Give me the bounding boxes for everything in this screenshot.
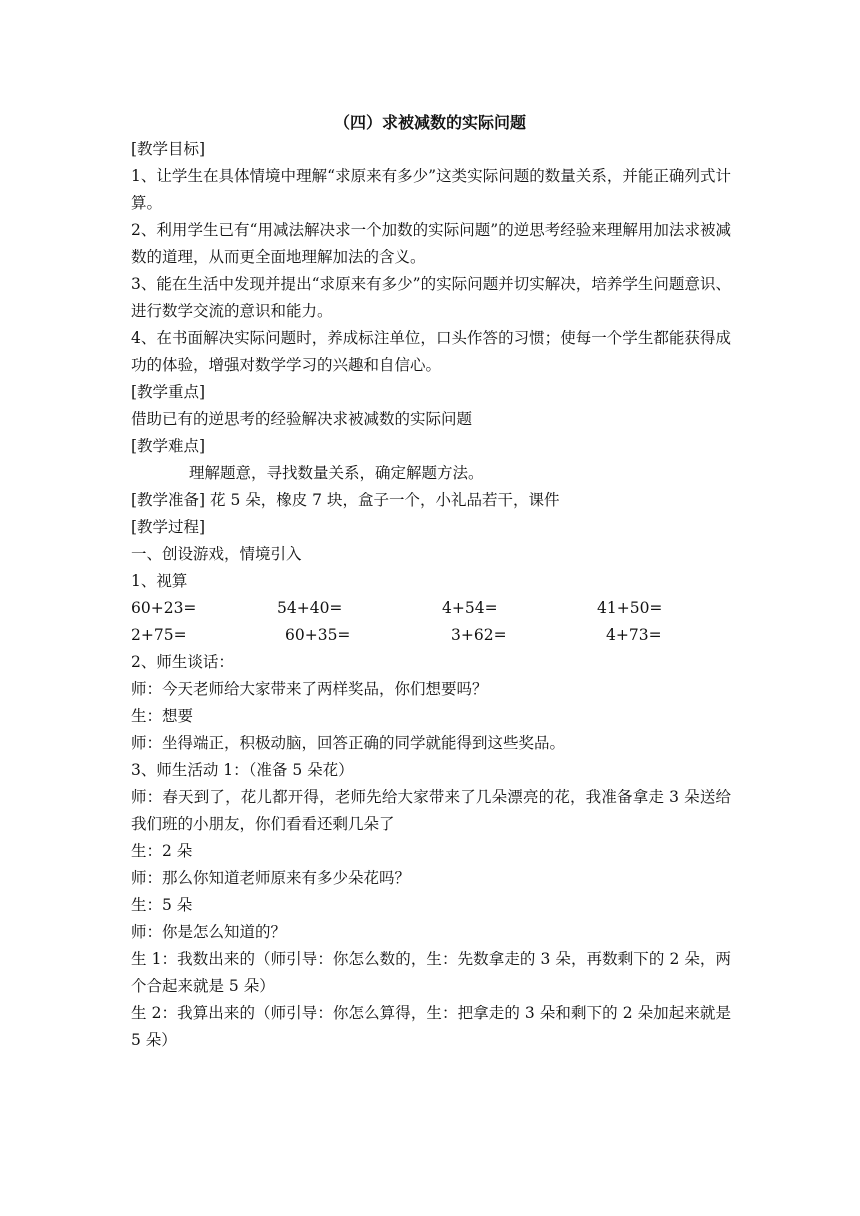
item-3-heading: 3、师生活动 1：（准备 5 朵花） xyxy=(131,761,354,779)
dialogue-line: 生：想要 xyxy=(131,707,194,725)
calc-expression: 60+23= xyxy=(131,599,197,617)
dialogue-line: 师：坐得端正，积极动脑，回答正确的同学就能得到这些奖品。 xyxy=(131,734,566,752)
dialogue-line: 生：5 朵 xyxy=(131,896,193,914)
objective-1: 1、让学生在具体情境中理解“求原来有多少”这类实际问题的数量关系，并能正确列式计算。 xyxy=(131,167,731,212)
calc-row-1 xyxy=(131,595,731,622)
key-text: 借助已有的逆思考的经验解决求被减数的实际问题 xyxy=(131,410,473,428)
calc-expression: 60+35= xyxy=(285,626,351,644)
dialogue-line: 师：你是怎么知道的？ xyxy=(131,923,287,941)
preparation-text: [教学准备] 花 5 朵，橡皮 7 块，盒子一个，小礼品若干，课件 xyxy=(131,491,560,509)
difficulty-heading: [教学难点] xyxy=(131,437,206,455)
process-heading: [教学过程] xyxy=(131,518,206,536)
calc-expression: 4+54= xyxy=(442,599,498,617)
document-body xyxy=(131,136,731,1054)
dialogue-line: 师：今天老师给大家带来了两样奖品，你们想要吗？ xyxy=(131,680,488,698)
dialogue-line: 生 2：我算出来的（师引导：你怎么算得，生：把拿走的 3 朵和剩下的 2 朵加起来就是 5 朵） xyxy=(131,1004,731,1049)
objective-3: 3、能在生活中发现并提出“求原来有多少”的实际问题并切实解决，培养学生问题意识、进行数学交流的意识和能力。 xyxy=(131,275,731,320)
dialogue-line: 师：那么你知道老师原来有多少朵花吗？ xyxy=(131,869,411,887)
objectives-heading: [教学目标] xyxy=(131,140,206,158)
objective-4: 4、在书面解决实际问题时，养成标注单位，口头作答的习惯；使每一个学生都能获得成功的体验，增强对数学学习的兴趣和自信心。 xyxy=(131,329,731,374)
objective-2: 2、利用学生已有“用减法解决求一个加数的实际问题”的逆思考经验来理解用加法求被减数的道理，从而更全面地理解加法的含义。 xyxy=(131,221,731,266)
key-heading: [教学重点] xyxy=(131,383,206,401)
item-1-heading: 1、视算 xyxy=(131,572,188,590)
calc-row-2 xyxy=(131,622,731,649)
dialogue-line: 生：2 朵 xyxy=(131,842,193,860)
calc-expression: 2+75= xyxy=(131,626,187,644)
calc-expression: 54+40= xyxy=(277,599,343,617)
calc-expression: 41+50= xyxy=(597,599,663,617)
dialogue-line: 生 1：我数出来的（师引导：你怎么数的，生：先数拿走的 3 朵，再数剩下的 2 朵，两个合起来就是 5 朵） xyxy=(131,950,731,995)
dialogue-line: 师：春天到了，花儿都开得，老师先给大家带来了几朵漂亮的花，我准备拿走 3 朵送给我们班的小朋友，你们看看还剩几朵了 xyxy=(131,788,731,833)
calc-expression: 4+73= xyxy=(606,626,662,644)
difficulty-text: 理解题意，寻找数量关系，确定解题方法。 xyxy=(189,464,484,482)
calc-expression: 3+62= xyxy=(451,626,507,644)
page-title: （四）求被减数的实际问题 xyxy=(333,113,526,132)
section-1-heading: 一、创设游戏，情境引入 xyxy=(131,545,302,563)
item-2-heading: 2、师生谈话： xyxy=(131,653,234,671)
